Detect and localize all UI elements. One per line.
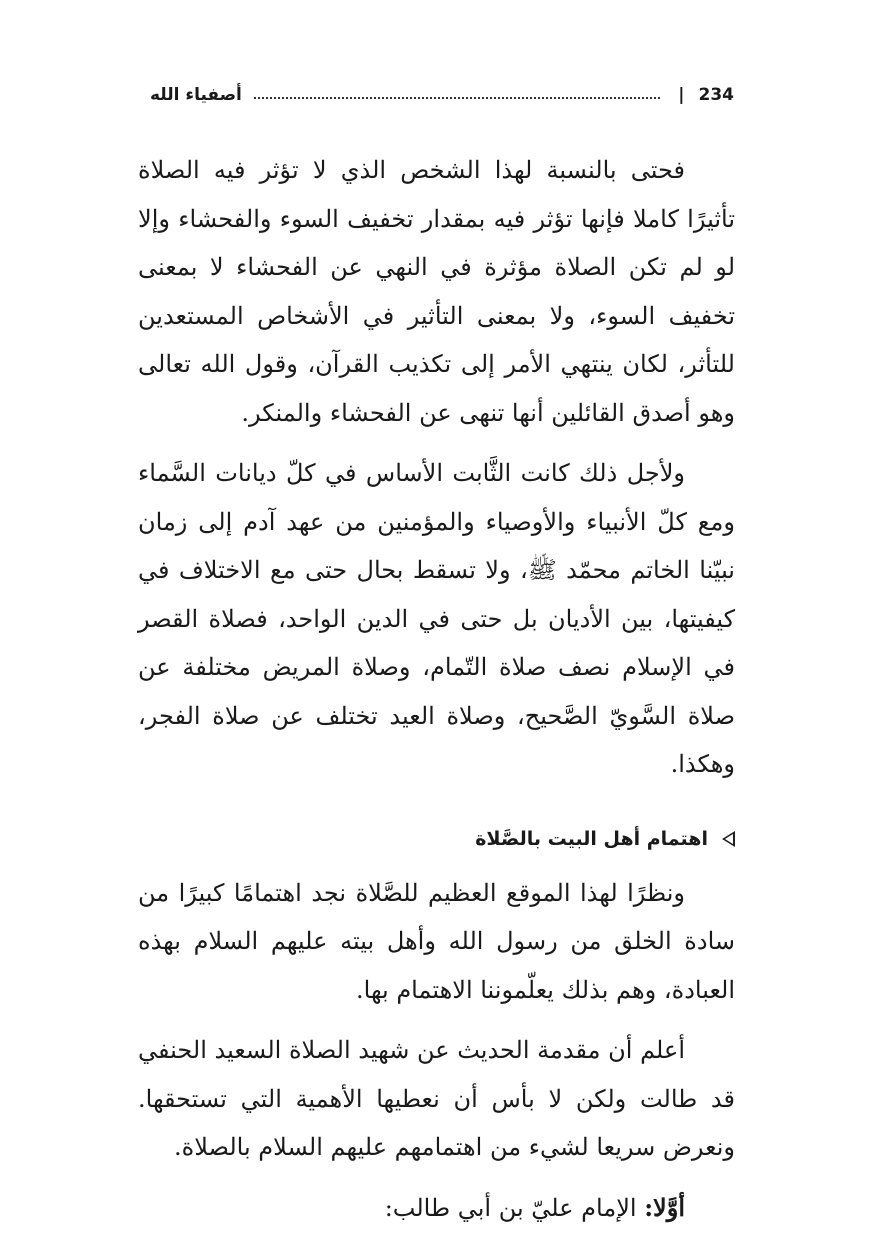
- running-header: [150, 80, 734, 110]
- paragraph-introduction: أعلم أن مقدمة الحديث عن شهيد الصلاة السعيد الحنفي قد طالت ولكن لا بأس أن نعطيها الأهمية التي تستحقها. ونعرض سريعا لشيء من اهتمامهم عليهم السلام بالصلاة.: [138, 1036, 735, 1161]
- paragraph-prayer-constant: ولأجل ذلك كانت الثَّابت الأساس في كلّ ديانات السَّماء ومع كلّ الأنبياء والأوصياء والمؤمنين من عهد آدم إلى زمان نبيّنا الخاتم محمّد ﷺ، ولا تسقط بحال حتى مع الاختلاف في كيفيتها، بين الأديان بل حتى في الدين الواحد، فصلاة القصر في الإسلام نصف صلاة التّمام، وصلاة المريض مختلفة عن صلاة السَّويّ الصَّحيح، وصلاة العيد تختلف عن صلاة الفجر، وهكذا.: [138, 459, 735, 778]
- subheading-text: الإمام عليّ بن أبي طالب:: [384, 1193, 645, 1222]
- subheading-imam-ali: [138, 1184, 735, 1233]
- page-number: 234: [698, 85, 734, 105]
- page-body: [138, 146, 735, 1232]
- section-heading: [138, 819, 735, 859]
- header-separator: |: [678, 85, 685, 105]
- triangle-bullet-icon: [722, 831, 735, 847]
- header-leader-dots: [254, 97, 660, 99]
- paragraph-ahl-albayt: ونظرًا لهذا الموقع العظيم للصَّلاة نجد اهتمامًا كبيرًا من سادة الخلق من رسول الله وأهل بيته عليهم السلام بهذه العبادة، وهم بذلك يعلّموننا الاهتمام بها.: [138, 878, 735, 1004]
- section-heading-text: اهتمام أهل البيت بالصَّلاة: [475, 827, 708, 850]
- paragraph-prayer-effect: فحتى بالنسبة لهذا الشخص الذي لا تؤثر فيه الصلاة تأثيرًا كاملا فإنها تؤثر فيه بمقدار تخفيف السوء والفحشاء وإلا لو لم تكن الصلاة مؤثرة في النهي عن الفحشاء لا بمعنى تخفيف السوء، ولا بمعنى التأثير في الأشخاص المستعدين للتأثر، لكان ينتهي الأمر إلى تكذيب القرآن، وقول الله تعالى وهو أصدق القائلين أنها تنهى عن الفحشاء والمنكر.: [138, 156, 736, 427]
- subheading-lead: أوَّلا:: [644, 1192, 685, 1222]
- book-title: أصفياء الله: [150, 85, 242, 105]
